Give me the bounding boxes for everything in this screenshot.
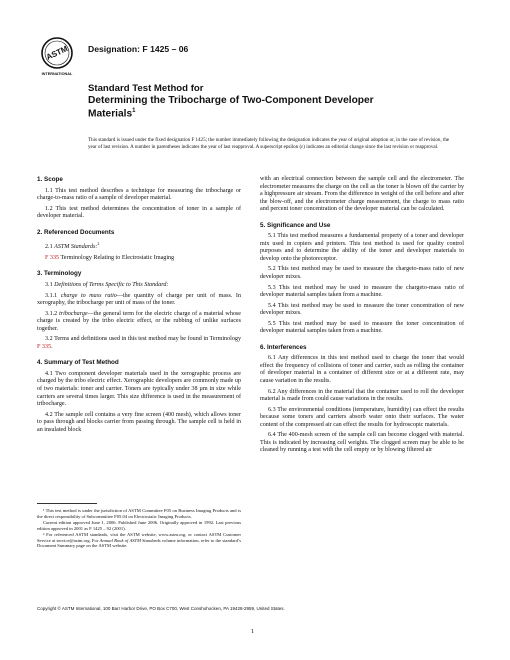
title-line-2: Determining the Tribocharge of Two-Component Developer <box>88 94 374 106</box>
section-3-heading: 3. Terminology <box>37 270 82 278</box>
para-4-2: 4.2 The sample cell contains a very fine screen (400 mesh), which allows toner to pass through and blocks carrier from passing through. The sample cell is held in an insulated block <box>37 411 241 433</box>
issuance-notice: This standard is issued under the fixed designation F 1425; the number immediately following the designation indicates the year of original adoption or, in the case of revision, the year of last revision. A number in parentheses indicates the year of last reapproval. A superscript epsilon (ε) indicates an editorial change since the last revision or reapproval. <box>88 137 450 150</box>
para-6-4: 6.4 The 400-mesh screen of the sample cell can become clogged with material. This is indicated by increasing cell weights. The clogged screen may be able to be cleaned by running a test with the cell empty or by blowing filtered air <box>260 432 464 454</box>
section-5-heading: 5. Significance and Use <box>260 221 331 229</box>
title-footnote-mark: 1 <box>132 108 136 114</box>
left-column <box>37 176 241 437</box>
para-3-1: 3.1 Definitions of Terms Specific to This Standard: <box>45 281 169 288</box>
title-line-3: Materials$^1$ <box>88 108 136 120</box>
para-5-3: 5.3 This test method may be used to measure the chargeto-mass ratio of developer material samples taken from a machine. <box>260 284 464 299</box>
section-1-heading: 1. Scope <box>37 176 63 183</box>
para-3-1-1: 3.1.1 charge to mass ratio—the quantity of charge per unit of mass. In xerography, the tribocharge per unit of mass of the toner. <box>37 292 241 307</box>
para-1-1: 1.1 This test method describes a technique for measuring the tribocharge or charge-to-mass ratio of a sample of developer material. <box>37 187 241 202</box>
para-3-2: 3.2 Terms and definitions used in this test method may be found in Terminology F 335. <box>37 336 241 350</box>
para-4-2-continued: with an electrical connection between the sample cell and the electrometer. The electrometer measures the charge on the cell as the toner is blown off the carrier by a highpressure air stream. From the difference in weight of the cell before and after the blow-off, and the electrometer charge measurement, the charge to mass ratio and percent toner concentration of the developer material can be calculated. <box>260 176 464 213</box>
section-2-heading: 2. Referenced Documents <box>37 228 115 236</box>
right-column <box>260 176 464 458</box>
para-3-1-2: 3.1.2 tribocharge—the general term for the electric charge of a material whose charge is created by the tribo electric effect, or the rubbing of unlike surfaces together. <box>37 310 241 332</box>
para-6-2: 6.2 Any differences in the material that the container used to roll the developer material is made from could cause variations in the results. <box>260 388 464 403</box>
reference-f335: F 335 Terminology Relating to Electrostatic Imaging <box>45 254 175 261</box>
footnote-1: ¹ This test method is under the jurisdiction of ASTM Committee F05 on Business Imaging Products and is the direct responsibility of Subcommittee F05.04 on Electrostatic Imaging Products. <box>37 508 241 519</box>
footnotes <box>37 508 241 550</box>
svg-text:INTERNATIONAL: INTERNATIONAL <box>41 72 73 76</box>
astm-logo <box>40 36 74 78</box>
para-5-5: 5.5 This test method may be used to measure the toner concentration of developer material samples taken from a machine. <box>260 320 464 335</box>
para-5-1: 5.1 This test method measures a fundamental property of a toner and developer mix used in copiers and printers. This test method is used for quality control purposes and to determine the ability of the toner and developer materials to develop onto the photoreceptor. <box>260 233 464 262</box>
para-2-1: 2.1 ASTM Standards:$^2$ <box>45 241 100 251</box>
para-5-4: 5.4 This test method may be used to measure the toner concentration of new developer mixes. <box>260 302 464 317</box>
title-line-1: Standard Test Method for <box>88 83 204 94</box>
copyright-notice: Copyright © ASTM International, 100 Barr Harbor Drive, PO Box C700, West Conshohocken, PA 19428-2959, United States. <box>37 606 285 611</box>
section-6-heading: 6. Interferences <box>260 343 307 351</box>
document-title <box>88 83 488 120</box>
page-number: 1 <box>251 628 255 635</box>
para-1-2: 1.2 This test method determines the concentration of toner in a sample of developer material. <box>37 205 241 220</box>
reference-link-f335[interactable]: F 335 <box>45 254 60 261</box>
section-4-heading: 4. Summary of Test Method <box>37 359 119 367</box>
para-4-1: 4.1 Two component developer materials used in the xerographic process are charged by the tribo electric effect. Xerographic developers are commonly made up of two materials: toner and carrier. Toners are typically under 38 µm in size while carriers are several times larger. This size difference is used in the measurement of tribocharge. <box>37 370 241 408</box>
footnote-rule <box>37 503 97 504</box>
footnote-1-edition: Current edition approved June 1, 2006. Published June 2006. Originally approved in 1992. Last previous edition approved in 2001 as F 1425 – 92 (2001). <box>37 520 241 531</box>
para-6-1: 6.1 Any differences in this test method used to charge the toner that would effect the frequency of collisions of toner and carrier, such as rolling the container of developer material in a container of different size or at a different rate, may cause variation in the results. <box>260 355 464 385</box>
svg-text:ASTM: ASTM <box>44 44 70 62</box>
designation: Designation: F 1425 – 06 <box>88 44 189 54</box>
para-5-2: 5.2 This test method may be used to measure the chargeto-mass ratio of new developer mixes. <box>260 266 464 281</box>
reference-link-f335-inline[interactable]: F 335 <box>37 343 52 350</box>
footnote-2: ² For referenced ASTM standards, visit the ASTM website, www.astm.org, or contact ASTM Customer Service at service@astm.org. For Annual Book of ASTM Standards volume information, refer to the standard’s Document Summary page on the ASTM website. <box>37 532 241 549</box>
para-6-3: 6.3 The environmental conditions (temperature, humidity) can effect the results because some toners and carriers absorb water onto their surfaces. The water content of the compressed air can effect the results for hydroscopic materials. <box>260 406 464 428</box>
